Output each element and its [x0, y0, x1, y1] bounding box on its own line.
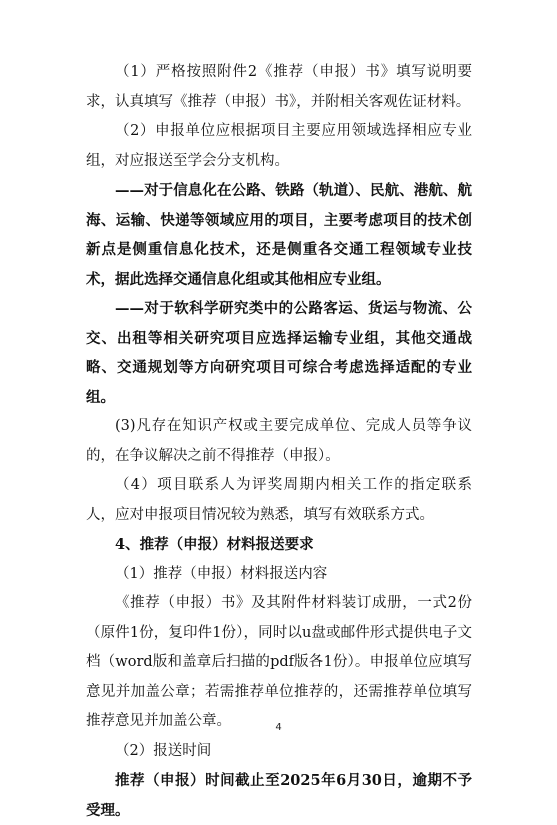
section-heading: 4、推荐（申报）材料报送要求	[115, 536, 314, 553]
paragraph-1: （1）严格按照附件2《推荐（申报）书》填写说明要求，认真填写《推荐（申报）书》，并附相关客观佐证材料。	[86, 64, 472, 110]
document-body	[86, 58, 472, 825]
paragraph-6: （4）项目联系人为评奖周期内相关工作的指定联系人，应对申报项目情况较为熟悉，填写有效联系方式。	[86, 477, 472, 523]
paragraph-9: 《推荐（申报）书》及其附件材料装订成册，一式2份（原件1份，复印件1份），同时以u盘或邮件形式提供电子文档（word版和盖章后扫描的pdf版各1份）。申报单位应填写意见并加盖公章；若需推荐单位推荐的，还需推荐单位填写推荐意见并加盖公章。	[86, 595, 472, 729]
paragraph-3: ——对于信息化在公路、铁路（轨道）、民航、港航、航海、运输、快递等领域应用的项目，主要考虑项目的技术创新点是侧重信息化技术，还是侧重各交通工程领域专业技术，据此选择交通信息化组或其他相应专业组。	[86, 182, 472, 288]
paragraph-5: (3)凡存在知识产权或主要完成单位、完成人员等争议的，在争议解决之前不得推荐（申报）。	[86, 418, 472, 464]
paragraph-4: ——对于软科学研究类中的公路客运、货运与物流、公交、出租等相关研究项目应选择运输专业组，其他交通战略、交通规划等方向研究项目可综合考虑选择适配的专业组。	[86, 300, 472, 406]
paragraph-11: 推荐（申报）时间截止至2025年6月30日，逾期不予受理。	[86, 772, 472, 819]
paragraph-2: （2）申报单位应根据项目主要应用领域选择相应专业组，对应报送至学会分支机构。	[86, 123, 472, 169]
paragraph-8: （1）推荐（申报）材料报送内容	[115, 565, 328, 582]
paragraph-10: （2）报送时间	[115, 742, 212, 759]
page-number: 4	[275, 722, 282, 733]
